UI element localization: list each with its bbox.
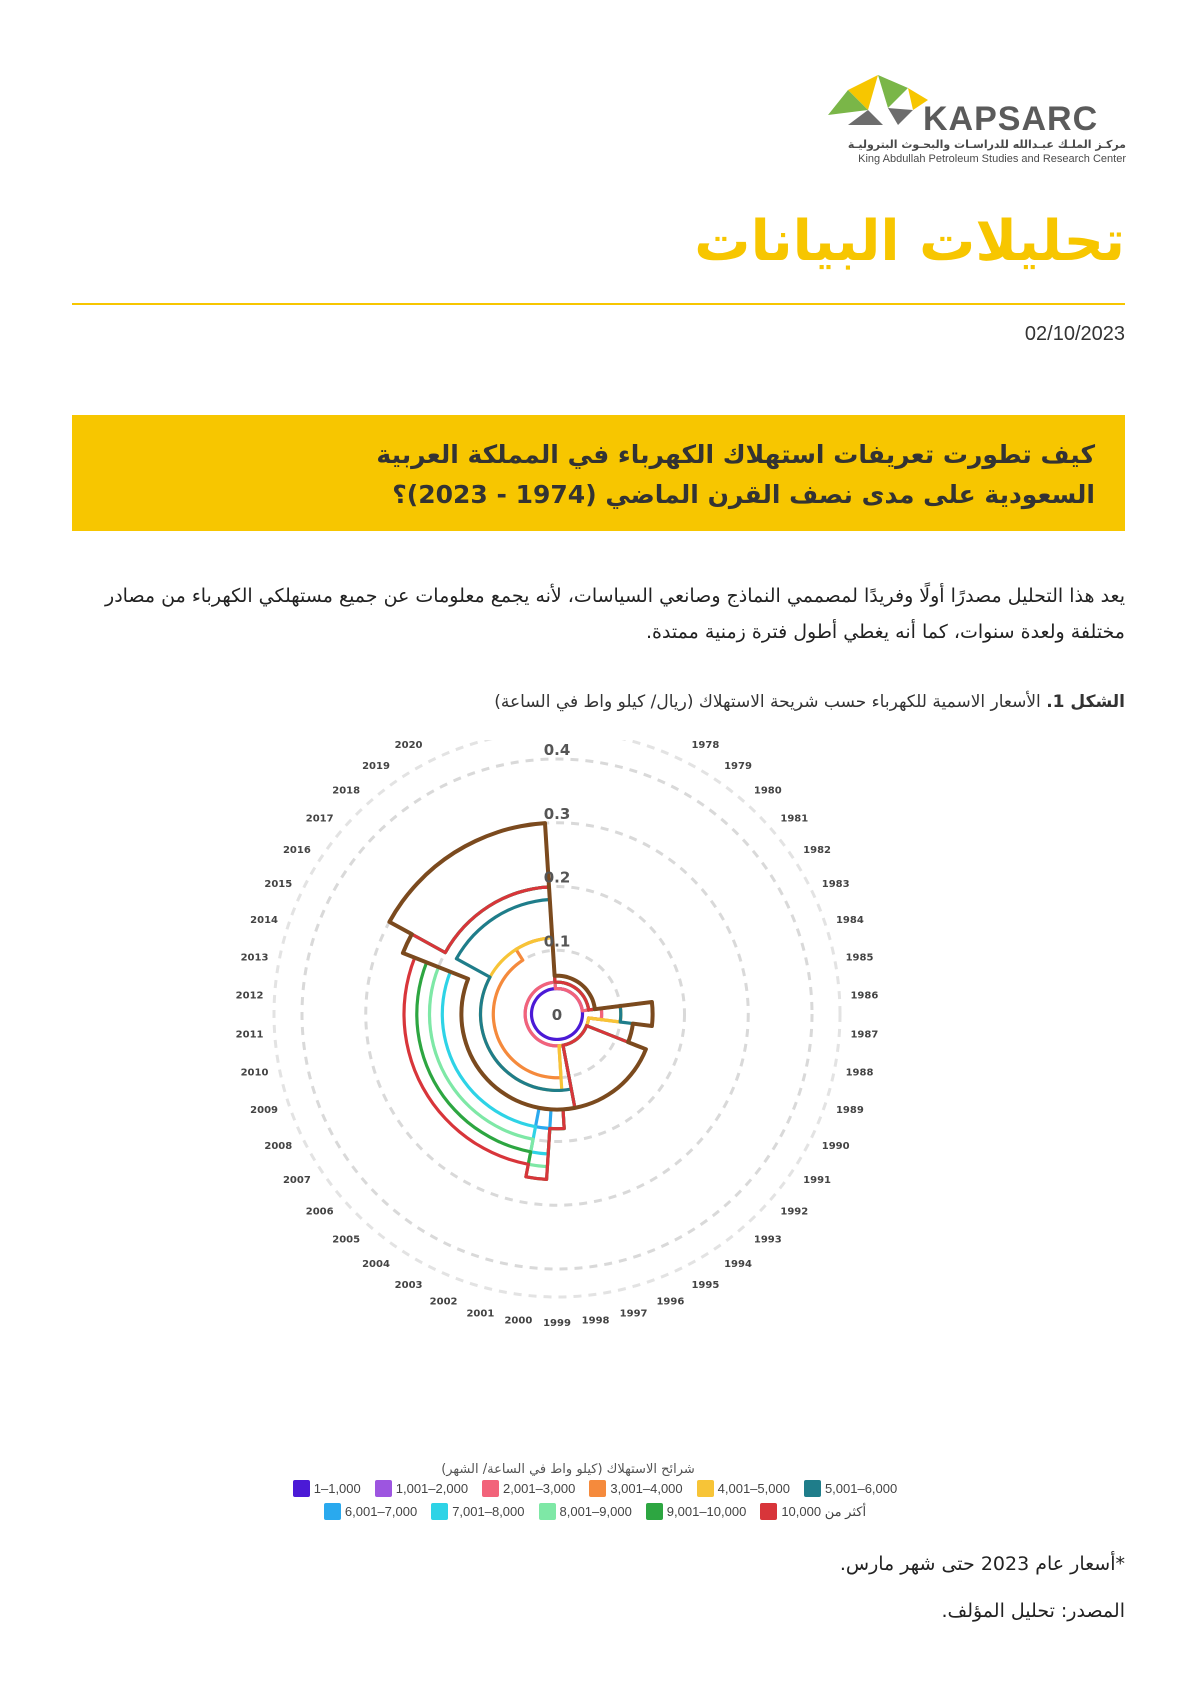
publication-date: 02/10/2023 (1024, 323, 1125, 345)
category-label-2001: 2001 (466, 1308, 495, 1320)
category-label-1979: 1979 (724, 760, 752, 772)
figure-caption (494, 692, 1125, 712)
category-label-1978: 1978 (691, 740, 720, 752)
legend-item (324, 1503, 417, 1520)
legend-item (482, 1480, 575, 1497)
category-label-1985: 1985 (845, 952, 874, 964)
category-label-2010: 2010 (240, 1067, 269, 1079)
legend-swatch (646, 1503, 663, 1520)
category-label-1983: 1983 (821, 878, 850, 890)
legend-swatch (431, 1503, 448, 1520)
category-label-1994: 1994 (724, 1259, 752, 1271)
radial-tick-label: 0.2 (543, 868, 571, 887)
legend-item (589, 1480, 682, 1497)
banner-question (376, 435, 1095, 515)
category-label-1989: 1989 (835, 1105, 864, 1117)
chart-legend (240, 1480, 950, 1526)
series-line-10 (403, 887, 653, 1180)
footnote: *أسعار عام 2023 حتى شهر مارس. (839, 1553, 1125, 1575)
category-label-1986: 1986 (850, 990, 879, 1002)
category-label-2012: 2012 (235, 990, 264, 1002)
logo-wordmark: KAPSARC (923, 100, 1099, 138)
radial-tick-label: 0.3 (543, 804, 571, 823)
legend-label: 9,001–10,000 (666, 1504, 747, 1519)
source-note: المصدر: تحليل المؤلف. (941, 1600, 1125, 1622)
legend-item (760, 1503, 866, 1520)
figure-label: الشكل 1. (1046, 692, 1125, 712)
legend-row (240, 1503, 950, 1520)
radial-tick-label: 0.4 (543, 741, 571, 759)
legend-swatch (804, 1480, 821, 1497)
legend-item (804, 1480, 897, 1497)
category-label-2002: 2002 (429, 1296, 458, 1308)
category-label-1982: 1982 (803, 845, 832, 856)
banner-line-2: السعودية على مدى نصف القرن الماضي (1974 - 2023)؟ (392, 480, 1095, 509)
question-banner (72, 415, 1125, 531)
series-line-9 (403, 887, 653, 1180)
banner-line-1: كيف تطورت تعريفات استهلاك الكهرباء في المملكة العربية (376, 440, 1095, 469)
legend-label: 3,001–4,000 (610, 1481, 683, 1496)
figure-caption-text: الأسعار الاسمية للكهرباء حسب شريحة الاستهلاك (ريال/ كيلو واط في الساعة) (494, 692, 1041, 712)
category-label-2008: 2008 (264, 1141, 293, 1153)
category-label-1995: 1995 (691, 1279, 720, 1291)
legend-label: 6,001–7,000 (344, 1504, 418, 1519)
category-label-1981: 1981 (780, 813, 809, 825)
category-label-1996: 1996 (656, 1296, 685, 1308)
legend-label: أكثر من 10,000 (781, 1503, 867, 1519)
category-label-1984: 1984 (835, 914, 864, 926)
legend-label: 5,001–6,000 (824, 1481, 898, 1496)
category-label-1998: 1998 (581, 1315, 610, 1327)
legend-swatch (324, 1503, 341, 1520)
legend-title: شرائح الاستهلاك (كيلو واط في الساعة/ الشهر) (441, 1462, 695, 1477)
page-title: تحليلات البيانات (694, 209, 1125, 274)
radial-tariff-chart (230, 740, 960, 1470)
category-label-2013: 2013 (240, 952, 269, 964)
intro-paragraph: يعد هذا التحليل مصدرًا أولًا وفريدًا لمصممي النماذج وصانعي السياسات، لأنه يجمع معلومات عن جميع مستهلكي الكهرباء من مصادر مختلفة ولعدة سنوات، كما أنه يغطي أطول فترة زمنية ممتدة. (105, 585, 1125, 643)
category-label-1992: 1992 (780, 1206, 809, 1218)
category-label-2014: 2014 (250, 914, 279, 926)
category-label-1993: 1993 (753, 1234, 782, 1246)
logo-english-name: King Abdullah Petroleum Studies and Research Center (858, 153, 1126, 165)
legend-item (293, 1480, 361, 1497)
legend-label: 1–1,000 (313, 1481, 361, 1496)
legend-item (375, 1480, 468, 1497)
legend-label: 1,001–2,000 (395, 1481, 469, 1496)
category-label-1980: 1980 (753, 785, 782, 797)
legend-swatch (539, 1503, 556, 1520)
kapsarc-logo (828, 70, 1128, 170)
category-label-2015: 2015 (264, 878, 293, 890)
category-label-2020: 2020 (394, 740, 423, 752)
legend-row (240, 1480, 950, 1497)
category-label-1991: 1991 (803, 1175, 832, 1186)
radial-tick-label: 0 (551, 1006, 563, 1024)
legend-label: 4,001–5,000 (717, 1481, 790, 1496)
category-label-2017: 2017 (305, 813, 334, 825)
category-label-2000: 2000 (504, 1315, 533, 1327)
legend-swatch (482, 1480, 499, 1497)
category-label-1987: 1987 (850, 1029, 879, 1041)
legend-swatch (293, 1480, 310, 1497)
series-line-5 (456, 900, 633, 1091)
radial-tick-label: 0.1 (543, 932, 571, 951)
legend-item (697, 1480, 790, 1497)
legend-swatch (760, 1503, 777, 1520)
category-label-1999: 1999 (543, 1318, 571, 1329)
category-label-2016: 2016 (282, 845, 311, 856)
legend-swatch (375, 1480, 392, 1497)
title-divider (72, 303, 1125, 305)
category-label-1997: 1997 (619, 1308, 648, 1320)
category-label-1990: 1990 (821, 1141, 850, 1153)
logo-arabic-name: مركـز الملـك عبـدالله للدراسـات والبحـوث البتروليـة (847, 138, 1126, 151)
legend-label: 7,001–8,000 (452, 1504, 525, 1519)
legend-label: 2,001–3,000 (503, 1481, 576, 1496)
legend-item (431, 1503, 524, 1520)
legend-swatch (589, 1480, 606, 1497)
category-label-2018: 2018 (332, 785, 361, 797)
category-label-2011: 2011 (235, 1029, 264, 1041)
category-label-2006: 2006 (305, 1206, 334, 1218)
category-label-2003: 2003 (394, 1279, 423, 1291)
category-label-2004: 2004 (362, 1259, 390, 1271)
legend-item (539, 1503, 632, 1520)
category-label-2005: 2005 (332, 1234, 361, 1246)
legend-swatch (697, 1480, 714, 1497)
legend-item (646, 1503, 747, 1520)
category-label-2019: 2019 (362, 760, 390, 772)
kapsarc-logo-mark-icon (828, 70, 928, 140)
legend-label: 8,001–9,000 (559, 1504, 632, 1519)
category-label-2007: 2007 (282, 1175, 311, 1186)
category-label-1988: 1988 (845, 1067, 874, 1079)
category-label-2009: 2009 (250, 1105, 279, 1117)
